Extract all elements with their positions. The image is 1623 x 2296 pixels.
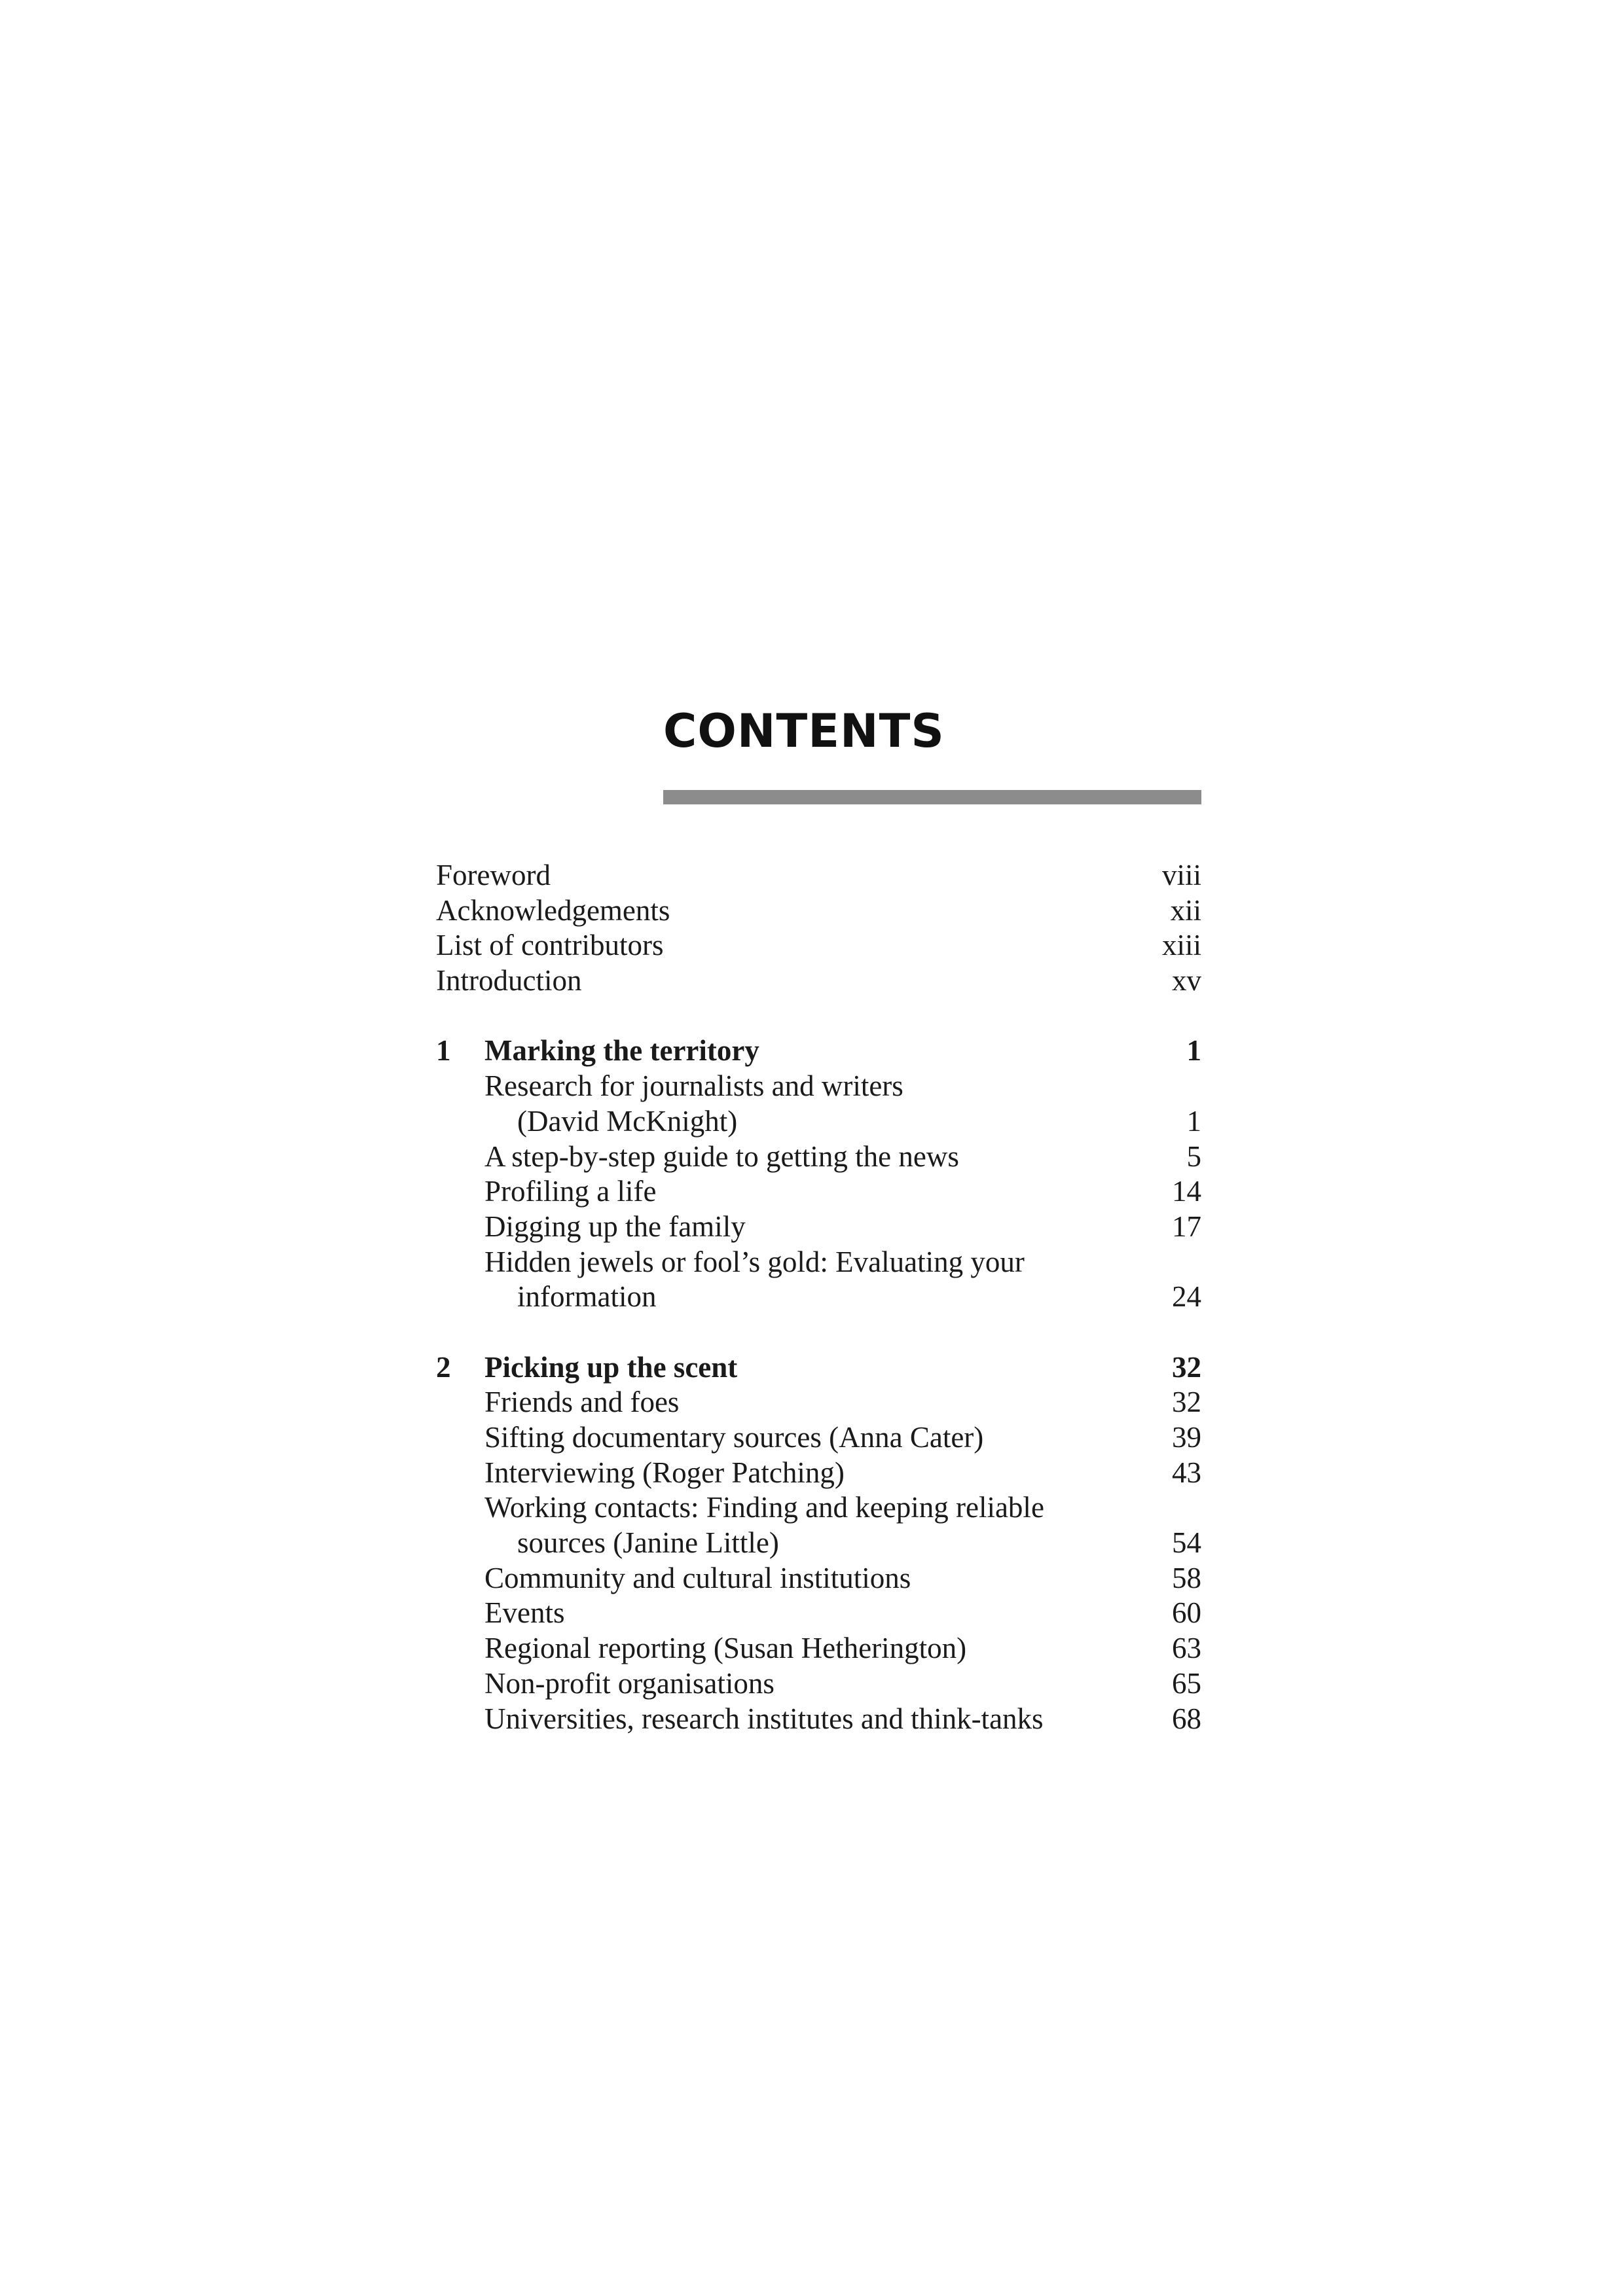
toc-entry[interactable]: [436, 1139, 1201, 1175]
toc-entry-foreword[interactable]: [436, 858, 1201, 893]
toc-entry-page: viii: [1161, 859, 1201, 891]
toc-entry-page: xii: [1170, 893, 1201, 927]
toc-entry-page: 43: [1172, 1456, 1201, 1489]
chapter-page: 32: [1172, 1350, 1201, 1384]
chapter-page: 1: [1186, 1034, 1201, 1067]
chapter-title: Marking the territory: [484, 1034, 759, 1067]
toc-entry-page: xv: [1172, 964, 1201, 997]
toc-entry-page: 24: [1172, 1280, 1201, 1314]
toc-entry-label: Events: [484, 1596, 565, 1630]
chapter-title: Picking up the scent: [484, 1350, 738, 1384]
chapter-number: 1: [436, 1034, 451, 1067]
toc-entry[interactable]: [436, 1561, 1201, 1596]
toc-entry-label: Friends and foes: [484, 1386, 680, 1419]
toc-entry-page: 14: [1172, 1175, 1201, 1208]
toc-entry-label: (David McKnight): [517, 1104, 738, 1138]
toc-entry-label: Sifting documentary sources (Anna Cater): [484, 1421, 984, 1454]
toc-entry-label: Universities, research institutes and think-tanks: [484, 1702, 1044, 1735]
toc-entry-label: List of contributors: [436, 929, 664, 962]
toc-entry[interactable]: [436, 1490, 1201, 1526]
toc-entry[interactable]: [436, 1420, 1201, 1456]
toc-entry-page: 17: [1172, 1210, 1201, 1243]
toc-entry[interactable]: [436, 1174, 1201, 1210]
toc-entry-page: 63: [1172, 1632, 1201, 1665]
toc-entry-acknowledgements[interactable]: [436, 893, 1201, 929]
toc-entry[interactable]: [436, 1210, 1201, 1245]
toc-entry-continuation[interactable]: [436, 1526, 1201, 1561]
toc-entry-page: 68: [1172, 1702, 1201, 1735]
toc-entry-label: Non-profit organisations: [484, 1666, 775, 1700]
toc-entry-page: 65: [1172, 1666, 1201, 1700]
toc-entry-page: 60: [1172, 1596, 1201, 1630]
toc-entry-page: 1: [1186, 1104, 1201, 1138]
section-gap: [436, 999, 1201, 1034]
toc-entry-continuation[interactable]: [436, 1104, 1201, 1139]
toc-entry[interactable]: [436, 1069, 1201, 1104]
toc-entry-page: 58: [1172, 1561, 1201, 1594]
title-rule: [663, 790, 1201, 804]
toc-entry[interactable]: [436, 1596, 1201, 1631]
toc-entry-label: Hidden jewels or fool’s gold: Evaluating your: [484, 1245, 1025, 1278]
chapter-heading-1[interactable]: [436, 1033, 1201, 1069]
toc-entry-page: 54: [1172, 1526, 1201, 1560]
toc-entry-page: 39: [1172, 1421, 1201, 1454]
toc-entry-label: sources (Janine Little): [517, 1526, 779, 1560]
toc-entry-label: Community and cultural institutions: [484, 1561, 911, 1594]
toc-entry[interactable]: [436, 1666, 1201, 1702]
toc-entry-label: Digging up the family: [484, 1210, 746, 1243]
toc-entry[interactable]: [436, 1245, 1201, 1280]
toc-entry-page: 32: [1172, 1386, 1201, 1419]
chapter-number: 2: [436, 1350, 451, 1384]
toc-entry-list-of-contributors[interactable]: [436, 928, 1201, 963]
chapter-heading-2[interactable]: [436, 1350, 1201, 1386]
toc-entry-introduction[interactable]: [436, 963, 1201, 999]
toc-entry-label: Foreword: [436, 859, 551, 891]
toc-entry-label: A step-by-step guide to getting the news: [484, 1139, 959, 1173]
toc-entry-continuation[interactable]: [436, 1280, 1201, 1315]
page-title: CONTENTS: [663, 704, 945, 758]
toc-entry[interactable]: [436, 1385, 1201, 1420]
toc-entry[interactable]: [436, 1702, 1201, 1737]
toc-entry-page: 5: [1186, 1139, 1201, 1173]
table-of-contents: [436, 858, 1201, 1736]
toc-entry-label: Regional reporting (Susan Hetherington): [484, 1632, 967, 1665]
toc-entry-page: xiii: [1161, 929, 1201, 962]
toc-entry[interactable]: [436, 1631, 1201, 1666]
toc-entry-label: Research for journalists and writers: [484, 1069, 903, 1103]
section-gap: [436, 1315, 1201, 1350]
toc-entry-label: Interviewing (Roger Patching): [484, 1456, 845, 1489]
toc-entry-label: Working contacts: Finding and keeping reliable: [484, 1491, 1044, 1524]
toc-entry-label: Profiling a life: [484, 1175, 657, 1208]
toc-entry-label: information: [517, 1280, 657, 1314]
toc-entry-label: Introduction: [436, 964, 582, 997]
toc-entry[interactable]: [436, 1456, 1201, 1491]
toc-entry-label: Acknowledgements: [436, 893, 670, 927]
